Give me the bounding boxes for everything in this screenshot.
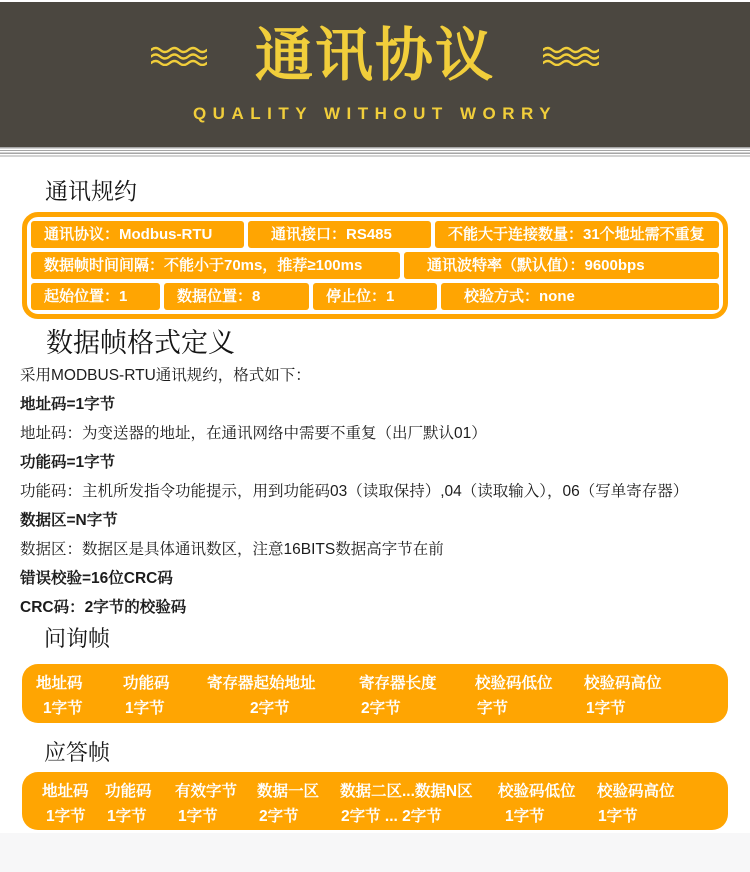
response-frame-table [22,772,728,830]
page-title: 通讯协议 [254,23,495,88]
resp-col-data-n [340,772,498,830]
spec-table [22,212,728,319]
col-value: 1字节 [107,808,147,825]
def-line-addr-desc: 地址码：为变送器的地址，在通讯网络中需要不重复（出厂默认01） [20,425,487,442]
col-label: 地址码 [36,675,83,692]
query-col-addr [36,664,123,723]
spec-cell-data-bit: 数据位置：8 [164,283,309,310]
col-value: 2字节 [361,700,401,717]
col-label: 校验码高位 [597,783,675,800]
triple-wave-icon [151,46,207,66]
hero-title-row [0,24,750,88]
resp-col-func [105,772,175,830]
query-col-func [123,664,207,723]
resp-col-addr [42,772,105,830]
resp-col-data-1 [257,772,340,830]
spec-cell-frame-interval: 数据帧时间间隔：不能小于70ms，推荐≥100ms [31,252,400,279]
response-frame-heading: 应答帧 [44,740,111,765]
col-value: 1字节 [43,700,83,717]
query-frame-heading: 问询帧 [44,626,111,651]
spec-table-row [31,252,719,279]
query-frame-table [22,664,728,723]
spec-cell-max-connections: 不能大于连接数量：31个地址需不重复 [435,221,719,248]
col-value: 1字节 [598,808,638,825]
spec-cell-protocol: 通讯协议：Modbus-RTU [31,221,244,248]
def-line-func-desc: 功能码：主机所发指令功能提示，用到功能码03（读取保持）,04（读取输入），06（写单寄存器） [20,483,689,500]
col-value: 字节 [477,700,509,717]
col-value: 2字节 [250,700,290,717]
col-label: 数据一区 [257,783,320,800]
col-label: 功能码 [105,783,152,800]
frame-def-heading: 数据帧格式定义 [46,328,235,358]
col-value: 1字节 [505,808,545,825]
col-label: 校验码低位 [475,675,553,692]
spec-cell-parity: 校验方式：none [441,283,719,310]
col-label: 校验码高位 [584,675,662,692]
spec-cell-interface: 通讯接口：RS485 [248,221,431,248]
frame-def-text [20,361,736,622]
spec-table-row [31,283,719,310]
def-line-func-size: 功能码=1字节 [20,454,116,471]
hero-banner [0,2,750,147]
def-line-data-desc: 数据区：数据区是具体通讯数区，注意16BITS数据高字节在前 [20,541,444,558]
col-value: 2字节 [259,808,299,825]
col-label: 数据二区...数据N区 [340,783,473,800]
col-label: 校验码低位 [498,783,576,800]
def-line-crc-desc: CRC码：2字节的校验码 [20,599,187,616]
spec-cell-stop-bit: 停止位：1 [313,283,437,310]
col-label: 有效字节 [175,783,238,800]
query-col-reg-len [359,664,475,723]
col-value: 1字节 [46,808,86,825]
def-line-data-size: 数据区=N字节 [20,512,118,529]
def-line-addr-size: 地址码=1字节 [20,396,116,413]
spec-cell-start-bit: 起始位置：1 [31,283,160,310]
spec-section-heading: 通讯规约 [45,178,137,204]
col-value: 1字节 [586,700,626,717]
resp-col-crc-high [597,772,728,830]
col-label: 地址码 [42,783,89,800]
spec-table-row [31,221,719,248]
query-col-crc-low [475,664,584,723]
page-subtitle: QUALITY WITHOUT WORRY [192,104,558,123]
col-value: 1字节 [125,700,165,717]
col-value: 1字节 [178,808,218,825]
col-label: 寄存器起始地址 [207,675,316,692]
bottom-strip [0,833,750,872]
header-divider-lines [0,147,750,158]
query-col-crc-high [584,664,728,723]
spec-cell-baud-rate: 通讯波特率（默认值）：9600bps [404,252,719,279]
def-line-intro: 采用MODBUS-RTU通讯规约，格式如下： [20,367,311,384]
def-line-crc-size: 错误校验=16位CRC码 [20,570,173,587]
col-value: 2字节 ... 2字节 [341,808,442,825]
col-label: 功能码 [123,675,170,692]
triple-wave-icon [543,46,599,66]
col-label: 寄存器长度 [359,675,437,692]
query-col-reg-start [207,664,359,723]
resp-col-valid-bytes [175,772,257,830]
resp-col-crc-low [498,772,597,830]
